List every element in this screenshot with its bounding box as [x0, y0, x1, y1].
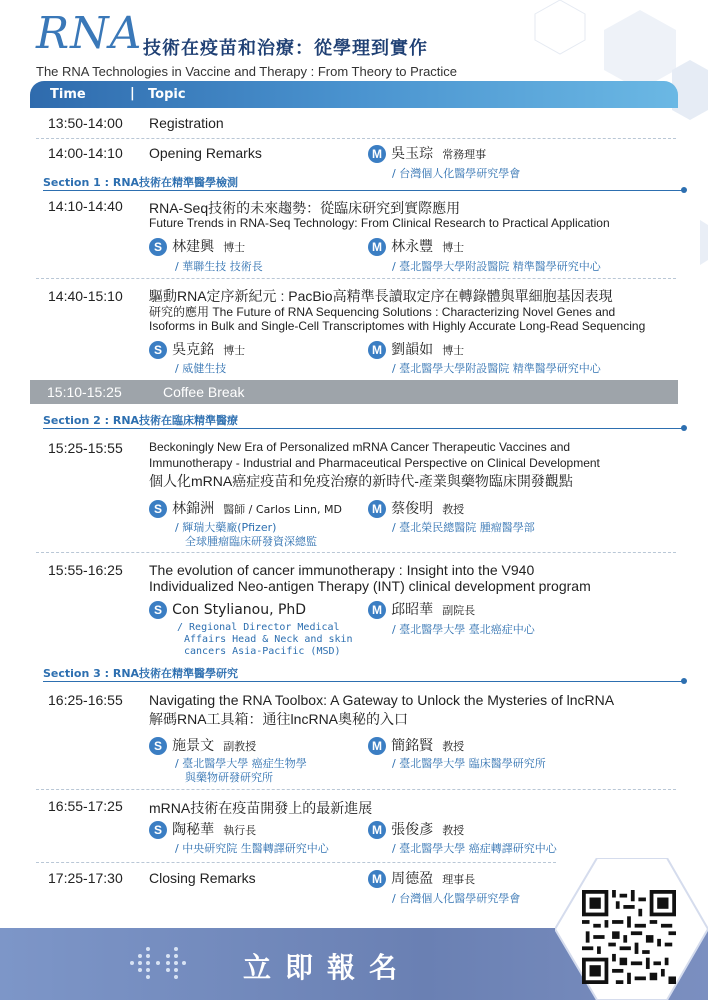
speaker-name: Con Stylianou, PhD: [172, 602, 307, 618]
dots-icon: [130, 946, 190, 980]
speaker-badge: S: [149, 341, 167, 359]
s1-talk2-speaker: [149, 339, 245, 359]
s2-talk2-topic-line2: Individualized Neo-antigen Therapy (INT) clinical development program: [149, 578, 591, 594]
speaker-affiliation-line2: Affairs Head & Neck and skin: [184, 634, 353, 645]
s1-talk2-time: 14:40-15:10: [48, 288, 123, 304]
section-1-line: [43, 190, 683, 191]
speaker-affiliation: / 華聯生技 技術長: [175, 260, 263, 273]
s2-talk2-time: 15:55-16:25: [48, 562, 123, 578]
coffee-topic: Coffee Break: [163, 384, 245, 400]
row-divider: [36, 278, 676, 279]
moderator-title: 博士: [442, 241, 465, 254]
s2-talk1-topic-line3: 個人化mRNA癌症疫苗和免疫治療的新時代-產業與藥物臨床開發觀點: [149, 473, 573, 489]
closing-time: 17:25-17:30: [48, 870, 123, 886]
speaker-name: 林建興: [172, 239, 215, 255]
moderator-name: 林永豐: [391, 239, 434, 255]
speaker-title: 醫師 / Carlos Linn, MD: [223, 503, 342, 516]
opening-moderator: [368, 143, 486, 163]
s2-talk1-time: 15:25-15:55: [48, 440, 123, 456]
section-3-dot: [681, 678, 687, 684]
s1-talk2-topic-line3: Isoforms in Bulk and Single-Cell Transcriptomes with Highly Accurate Long-Read Sequencing: [149, 319, 646, 333]
s1-talk1-topic-zh: RNA-Seq技術的未來趨勢：從臨床研究到實際應用: [149, 200, 461, 216]
section-1-title: Section 1 : RNA技術在精準醫學檢測: [43, 176, 239, 189]
coffee-break-band: [30, 380, 678, 404]
moderator-badge: M: [368, 145, 386, 163]
speaker-affiliation-line1: / 臺北醫學大學 癌症生物學: [175, 757, 307, 770]
column-separator: |: [130, 86, 135, 101]
speaker-affiliation-line2: 全球腫瘤臨床研發資深總監: [185, 535, 317, 548]
section-2-line: [43, 428, 683, 429]
header: [36, 8, 676, 84]
s3-talk1-moderator: [368, 735, 464, 755]
s1-talk1-topic-en: Future Trends in RNA-Seq Technology: From Clinical Research to Practical Application: [149, 216, 610, 230]
moderator-affiliation: / 臺北醫學大學 癌症轉譯研究中心: [392, 842, 557, 855]
section-1-dot: [681, 187, 687, 193]
s3-talk1-speaker: [149, 735, 256, 755]
moderator-title: 教授: [442, 503, 465, 516]
moderator-badge: M: [368, 737, 386, 755]
speaker-badge: S: [149, 500, 167, 518]
s3-talk1-topic-line2: 解碼RNA工具箱：通往lncRNA奧秘的入口: [149, 711, 409, 727]
speaker-title: 博士: [223, 241, 246, 254]
s2-talk2-topic-line1: The evolution of cancer immunotherapy : Insight into the V940: [149, 562, 535, 578]
s1-talk2-moderator: [368, 339, 464, 359]
speaker-name: 施景文: [172, 738, 215, 754]
s3-talk2-time: 16:55-17:25: [48, 798, 123, 814]
row-divider: [36, 138, 676, 139]
speaker-title: 副教授: [223, 740, 257, 753]
closing-topic: Closing Remarks: [149, 870, 256, 886]
logo-rna: RNA: [36, 8, 143, 59]
section-2-title: Section 2 : RNA技術在臨床精準醫療: [43, 414, 239, 427]
page-title-en: The RNA Technologies in Vaccine and Therapy : From Theory to Practice: [36, 64, 458, 79]
row-divider: [36, 789, 676, 790]
closing-moderator: [368, 868, 475, 888]
speaker-affiliation-line2: 與藥物研發研究所: [185, 771, 273, 784]
speaker-affiliation-line1: / Regional Director Medical: [177, 622, 340, 633]
s1-talk2-topic-line2: 研究的應用 The Future of RNA Sequencing Solutions : Characterizing Novel Genes and: [149, 305, 616, 319]
register-now-label[interactable]: 立即報名: [243, 951, 412, 984]
moderator-affiliation: / 臺北醫學大學 臨床醫學研究所: [392, 757, 546, 770]
s2-talk1-topic-line2: Immunotherapy - Industrial and Pharmaceutical Perspective on Clinical Development: [149, 456, 600, 470]
speaker-title: 博士: [223, 344, 246, 357]
registration-time: 13:50-14:00: [48, 115, 123, 131]
s1-talk1-speaker: [149, 236, 245, 256]
moderator-name: 張俊彥: [391, 822, 434, 838]
moderator-title: 教授: [442, 824, 465, 837]
moderator-name: 簡銘賢: [391, 738, 434, 754]
moderator-title: 教授: [442, 740, 465, 753]
moderator-affiliation: / 臺北醫學大學附設醫院 精準醫學研究中心: [392, 260, 601, 273]
moderator-title: 常務理事: [442, 148, 487, 161]
moderator-badge: M: [368, 601, 386, 619]
registration-topic: Registration: [149, 115, 224, 131]
speaker-badge: S: [149, 601, 167, 619]
opening-topic: Opening Remarks: [149, 145, 262, 161]
column-topic: Topic: [148, 87, 186, 102]
s2-talk1-moderator: [368, 498, 464, 518]
section-2-dot: [681, 425, 687, 431]
moderator-title: 博士: [442, 344, 465, 357]
section-3-title: Section 3 : RNA技術在精準醫學研究: [43, 667, 239, 680]
moderator-badge: M: [368, 821, 386, 839]
speaker-affiliation-line1: / 輝瑞大藥廠(Pfizer): [175, 521, 277, 534]
moderator-badge: M: [368, 341, 386, 359]
speaker-title: 執行長: [223, 824, 257, 837]
row-divider: [36, 552, 676, 553]
moderator-badge: M: [368, 238, 386, 256]
moderator-name: 吳玉琮: [391, 146, 434, 162]
section-3-line: [43, 681, 683, 682]
moderator-affiliation: / 台灣個人化醫學研究學會: [392, 167, 521, 180]
moderator-affiliation: / 台灣個人化醫學研究學會: [392, 892, 521, 905]
s3-talk1-time: 16:25-16:55: [48, 692, 123, 708]
s3-talk2-speaker: [149, 819, 256, 839]
moderator-name: 邱昭華: [391, 602, 434, 618]
speaker-affiliation: / 威健生技: [175, 362, 227, 375]
speaker-name: 陶秘華: [172, 822, 215, 838]
qr-code-icon[interactable]: [582, 890, 676, 984]
speaker-affiliation-line3: cancers Asia-Pacific (MSD): [184, 646, 341, 657]
speaker-name: 林錦洲: [172, 501, 215, 517]
s1-talk2-topic-line1: 驅動RNA定序新紀元 : PacBio高精準長讀取定序在轉錄體與單細胞基因表現: [149, 288, 613, 304]
speaker-badge: S: [149, 737, 167, 755]
s3-talk1-topic-line1: Navigating the RNA Toolbox: A Gateway to Unlock the Mysteries of lncRNA: [149, 692, 615, 708]
moderator-name: 蔡俊明: [391, 501, 434, 517]
s2-talk1-speaker: [149, 498, 342, 518]
coffee-time: 15:10-15:25: [47, 384, 122, 400]
column-time: Time: [50, 87, 86, 102]
moderator-name: 周德盈: [391, 871, 434, 887]
s2-talk1-topic-line1: Beckoningly New Era of Personalized mRNA Cancer Therapeutic Vaccines and: [149, 440, 571, 454]
moderator-title: 理事長: [442, 873, 476, 886]
table-header: [30, 81, 678, 108]
speaker-badge: S: [149, 238, 167, 256]
row-divider: [36, 862, 556, 863]
page-title-zh: 技術在疫苗和治療：從學理到實作: [143, 38, 428, 59]
moderator-affiliation: / 臺北醫學大學 臺北癌症中心: [392, 623, 535, 636]
s3-talk2-moderator: [368, 819, 464, 839]
opening-time: 14:00-14:10: [48, 145, 123, 161]
speaker-affiliation: / 中央研究院 生醫轉譯研究中心: [175, 842, 329, 855]
speaker-name: 吳克銘: [172, 342, 215, 358]
s2-talk2-moderator: [368, 599, 475, 619]
moderator-badge: M: [368, 500, 386, 518]
s2-talk2-speaker: [149, 599, 306, 619]
moderator-affiliation: / 臺北榮民總醫院 腫瘤醫學部: [392, 521, 535, 534]
s3-talk2-topic: mRNA技術在疫苗開發上的最新進展: [149, 800, 373, 816]
moderator-name: 劉韻如: [391, 342, 434, 358]
moderator-title: 副院長: [442, 604, 476, 617]
s1-talk1-moderator: [368, 236, 464, 256]
s1-talk1-time: 14:10-14:40: [48, 198, 123, 214]
moderator-badge: M: [368, 870, 386, 888]
speaker-badge: S: [149, 821, 167, 839]
moderator-affiliation: / 臺北醫學大學附設醫院 精準醫學研究中心: [392, 362, 601, 375]
